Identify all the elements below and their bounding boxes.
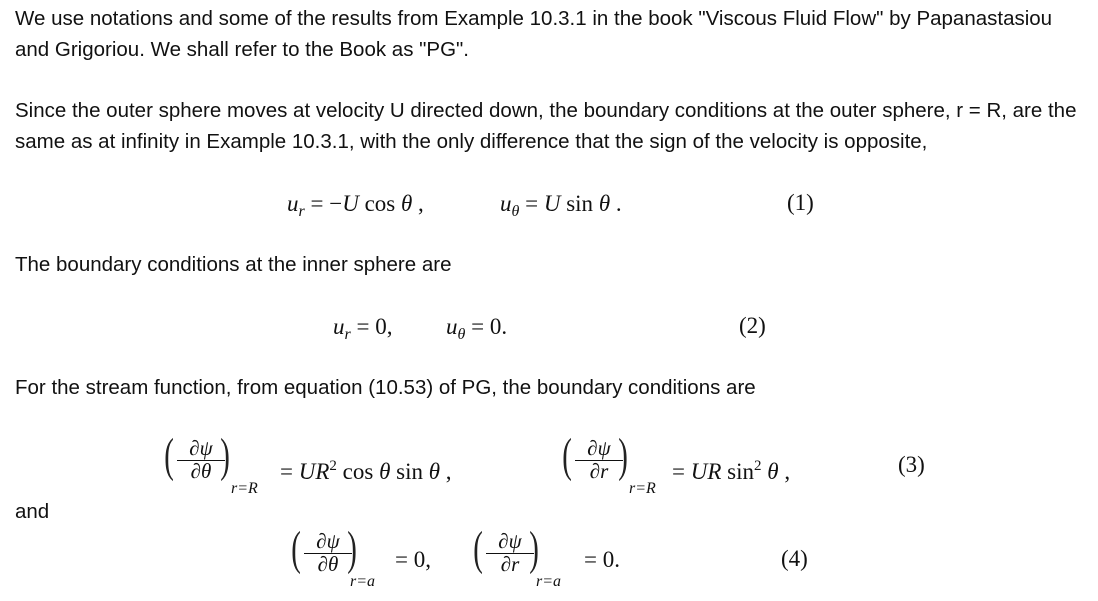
stream-function-paragraph: For the stream function, from equation (10.53) of PG, the boundary conditions are (15, 376, 756, 399)
equation-number-2: (2) (739, 313, 766, 338)
intro-paragraph: We use notations and some of the results from Example 10.3.1 in the book "Viscous Fluid Flow" by Papanastasiou and Grigoriou. We shall refer to the Book as "PG". (15, 7, 1053, 61)
equation-2-ur: $u_r = 0$, (333, 314, 393, 343)
equation-number-1: (1) (787, 190, 814, 215)
outer-sphere-paragraph: Since the outer sphere moves at velocity U directed down, the boundary conditions at the outer sphere, r = R, are the same as at infinity in Example 10.3.1, with the only difference that the sign of the velocity is opposite, (15, 99, 1077, 153)
equation-1-utheta: $u_\theta = U$ sin θ . (500, 191, 622, 220)
eq3-dpsi-dtheta: ( ∂ψ ∂θ ) r=R (164, 429, 258, 497)
equation-number-4: (4) (781, 546, 808, 571)
eq3-rhs-2: = UR $\sin^2 \theta$ , (672, 458, 791, 484)
eq2-utheta-rhs: = 0. (471, 314, 508, 339)
eq4-dpsi-dtheta: ( ∂ψ ∂θ ) r=a (291, 522, 376, 590)
word-and: and (15, 500, 50, 523)
inner-sphere-paragraph: The boundary conditions at the inner sphere are (15, 253, 452, 276)
eq3-rhs-1: = $UR^2$ cos θ sin θ , (280, 458, 452, 484)
eq2-ur-rhs: = 0, (356, 314, 393, 339)
eq3-dpsi-dr: ( ∂ψ ∂r ) r=R (562, 429, 656, 497)
eq4-dpsi-dr: ( ∂ψ ∂r ) r=a (473, 522, 562, 590)
equation-number-3: (3) (898, 452, 925, 477)
equation-2-utheta: $u_\theta = 0$. (446, 314, 508, 343)
equation-1-ur: $u_r = -U$ cos θ , (287, 191, 424, 220)
eq4-rhs-2: = 0. (584, 547, 620, 572)
eq4-rhs-1: = 0, (395, 547, 431, 572)
